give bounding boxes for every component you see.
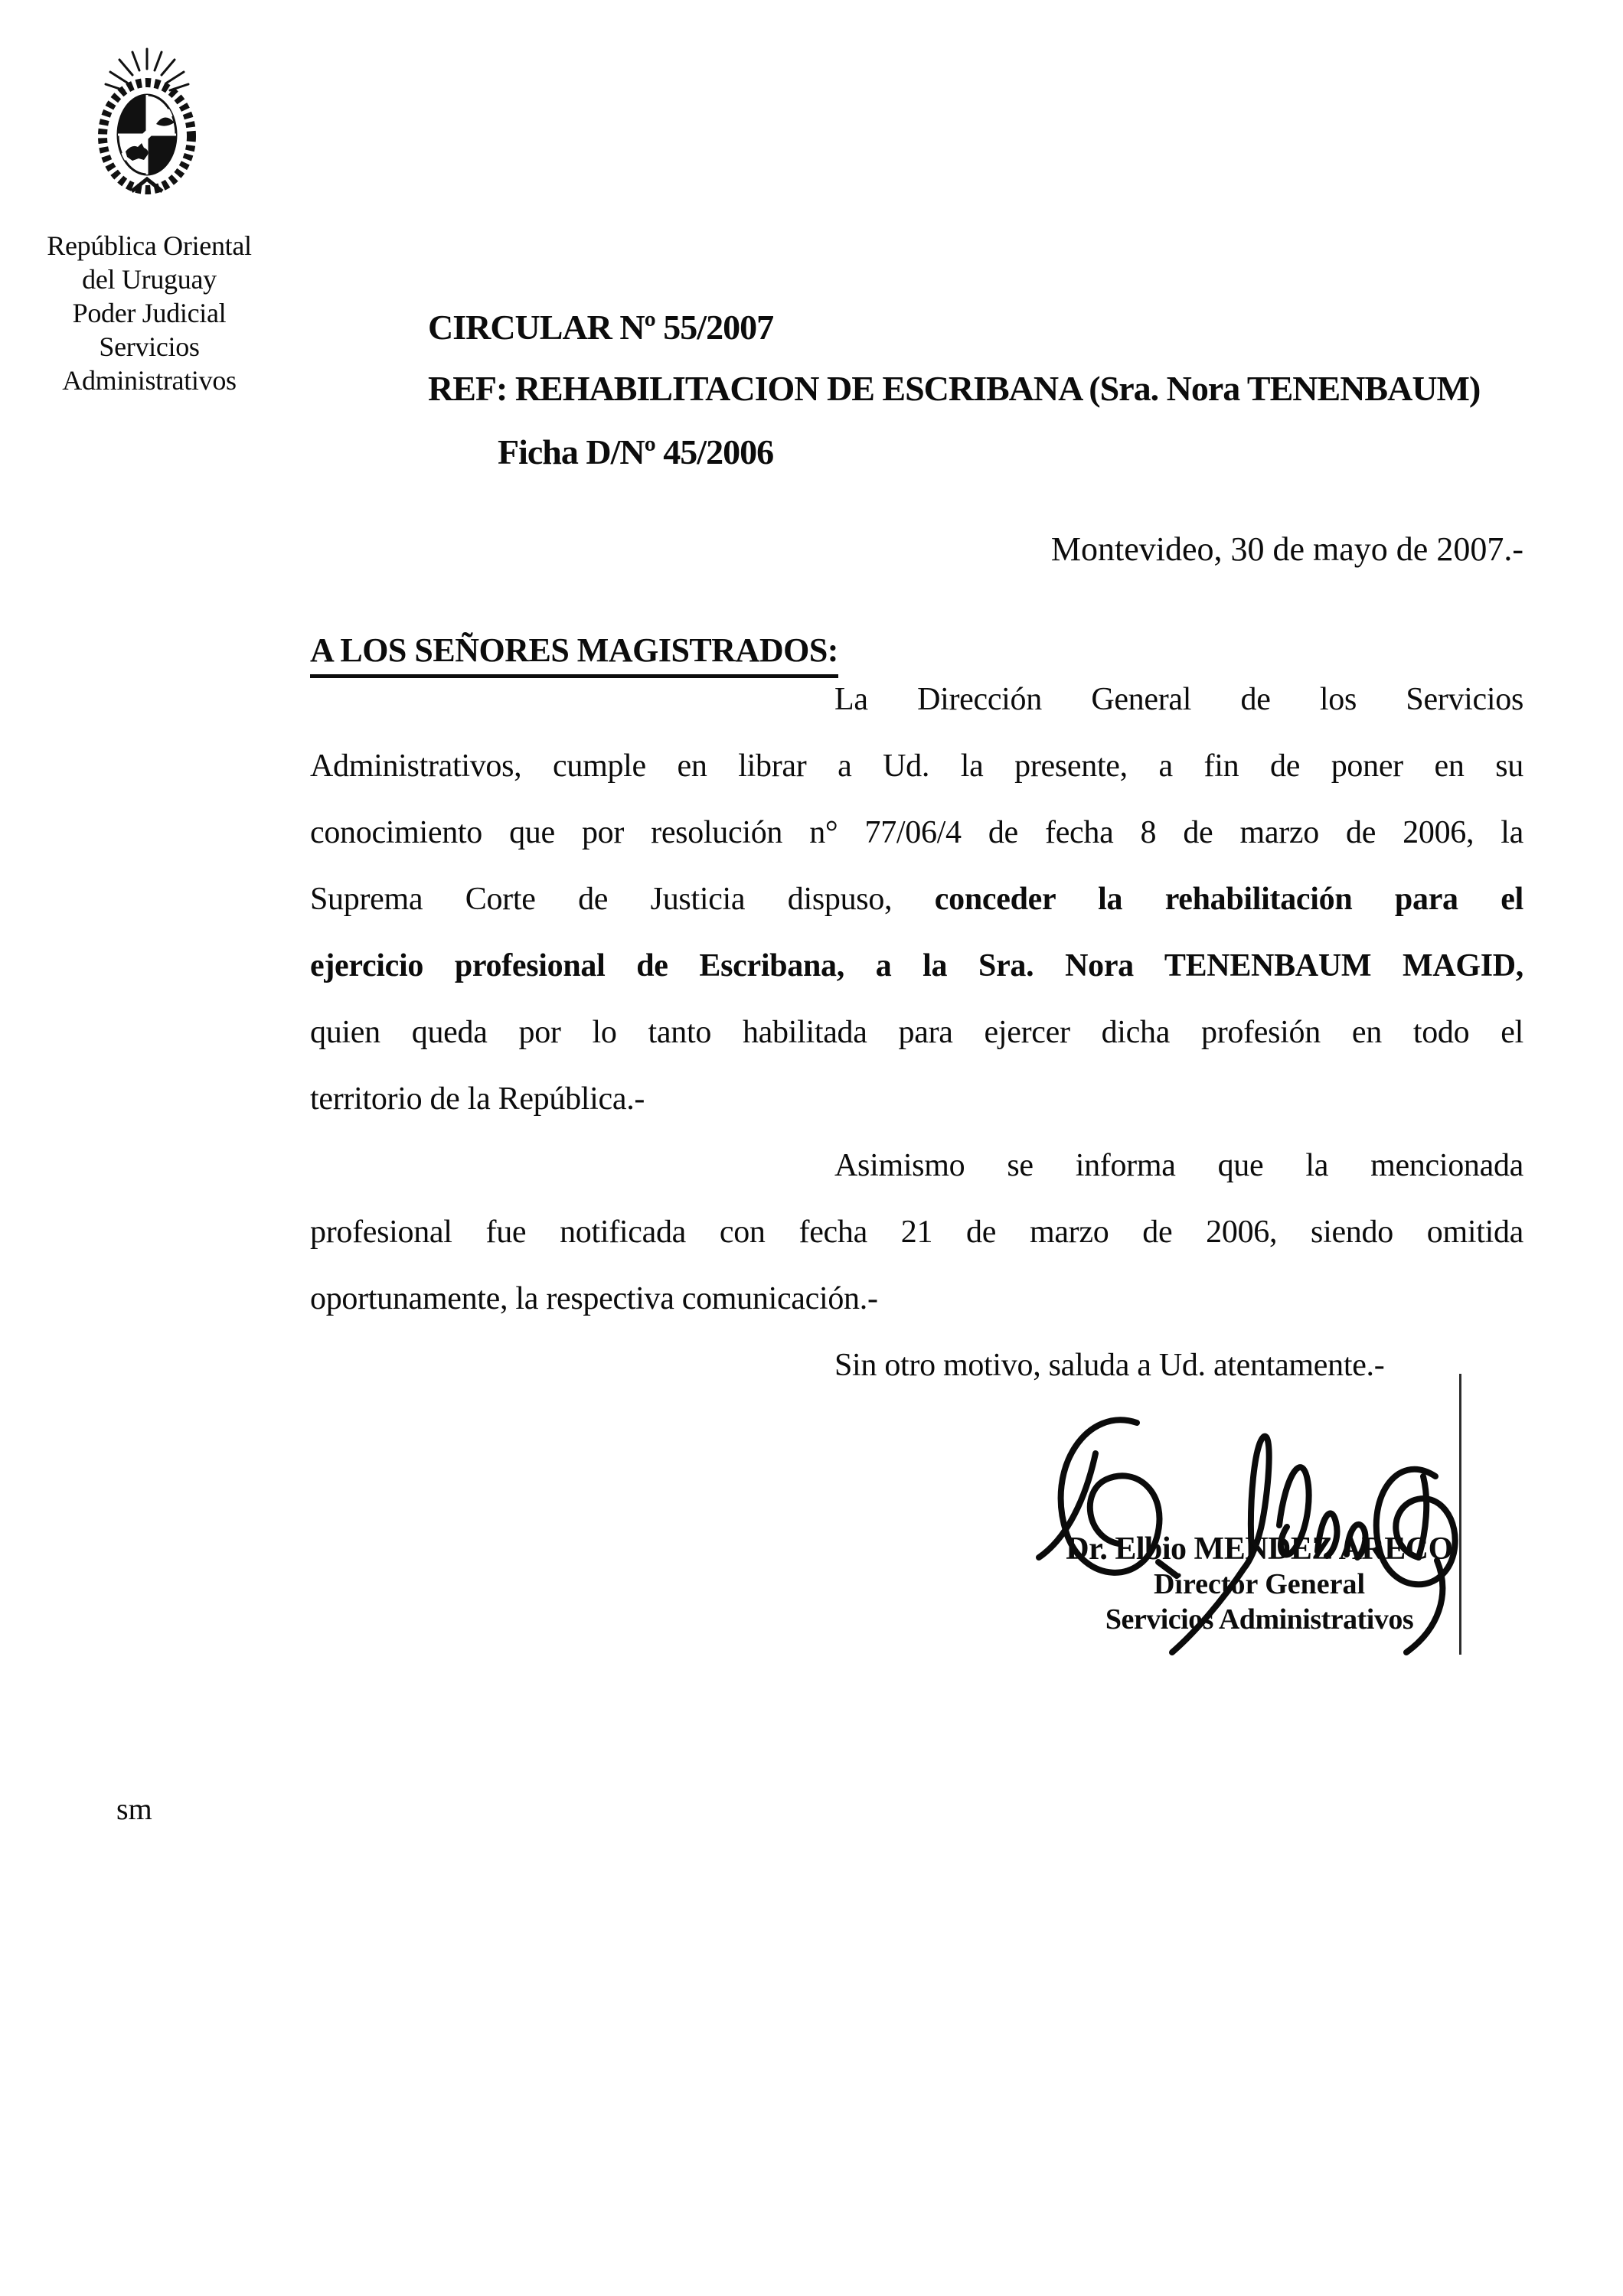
letterhead-line: Servicios (99, 331, 200, 362)
body-line (310, 1066, 1523, 1133)
typist-initials: sm (116, 1792, 152, 1826)
signer-department: Servicios Administrativos (1105, 1603, 1414, 1636)
body-line (310, 1199, 1523, 1266)
uruguay-coat-of-arms-icon (89, 47, 205, 201)
body-lines (310, 667, 1523, 1399)
body-line (310, 1000, 1523, 1066)
body-text-segment: Asimismo se informa que la mencionada (834, 1148, 1523, 1183)
letterhead-line: Administrativos (62, 365, 237, 396)
file-number: Ficha D/Nº 45/2006 (498, 432, 774, 471)
body-line (310, 733, 1523, 800)
body-line (310, 1266, 1523, 1332)
body-line (310, 800, 1523, 866)
letterhead-line: del Uruguay (82, 264, 217, 295)
signer-title: Director General (1153, 1568, 1366, 1600)
reference-line: REF: REHABILITACION DE ESCRIBANA (Sra. Nora TENENBAUM) (428, 369, 1481, 408)
body-text-bold-segment: ejercicio profesional de Escribana, a la Sra. Nora TENENBAUM MAGID, (310, 948, 1523, 983)
body-text-segment: Sin otro motivo, saluda a Ud. atentamente.- (834, 1348, 1385, 1383)
body-text-segment: conocimiento que por resolución n° 77/06/4 de fecha 8 de marzo de 2006, la (310, 815, 1523, 850)
circular-number: CIRCULAR Nº 55/2007 (428, 308, 774, 347)
body-text-segment: Administrativos, cumple en librar a Ud. la presente, a fin de poner en su (310, 748, 1523, 784)
body-line (310, 1133, 1523, 1199)
body-text-bold-segment: conceder la rehabilitación para el (934, 882, 1523, 917)
body-text-segment: territorio de la República.- (310, 1081, 645, 1117)
body-text-segment: profesional fue notificada con fecha 21 de marzo de 2006, siendo omitida (310, 1215, 1523, 1250)
body-line (310, 667, 1523, 733)
letterhead-line: República Oriental (47, 230, 252, 261)
body-line (310, 866, 1523, 933)
body-text-segment: oportunamente, la respectiva comunicación.- (310, 1281, 878, 1316)
body-text-segment: Suprema Corte de Justicia dispuso, (310, 882, 935, 917)
salutation (310, 631, 838, 670)
body-line (310, 1332, 1523, 1399)
dateline: Montevideo, 30 de mayo de 2007.- (1050, 530, 1523, 568)
signer-name: Dr. Elbio MENDEZ ARECO (1066, 1531, 1453, 1567)
letterhead-line: Poder Judicial (72, 298, 227, 328)
salutation-text: A LOS SEÑORES MAGISTRADOS: (310, 631, 838, 678)
body-line (310, 933, 1523, 1000)
body-text-segment: La Dirección General de los Servicios (834, 682, 1523, 717)
body-text-segment: quien queda por lo tanto habilitada para ejercer dicha profesión en todo el (310, 1015, 1523, 1050)
letterhead (14, 229, 285, 397)
